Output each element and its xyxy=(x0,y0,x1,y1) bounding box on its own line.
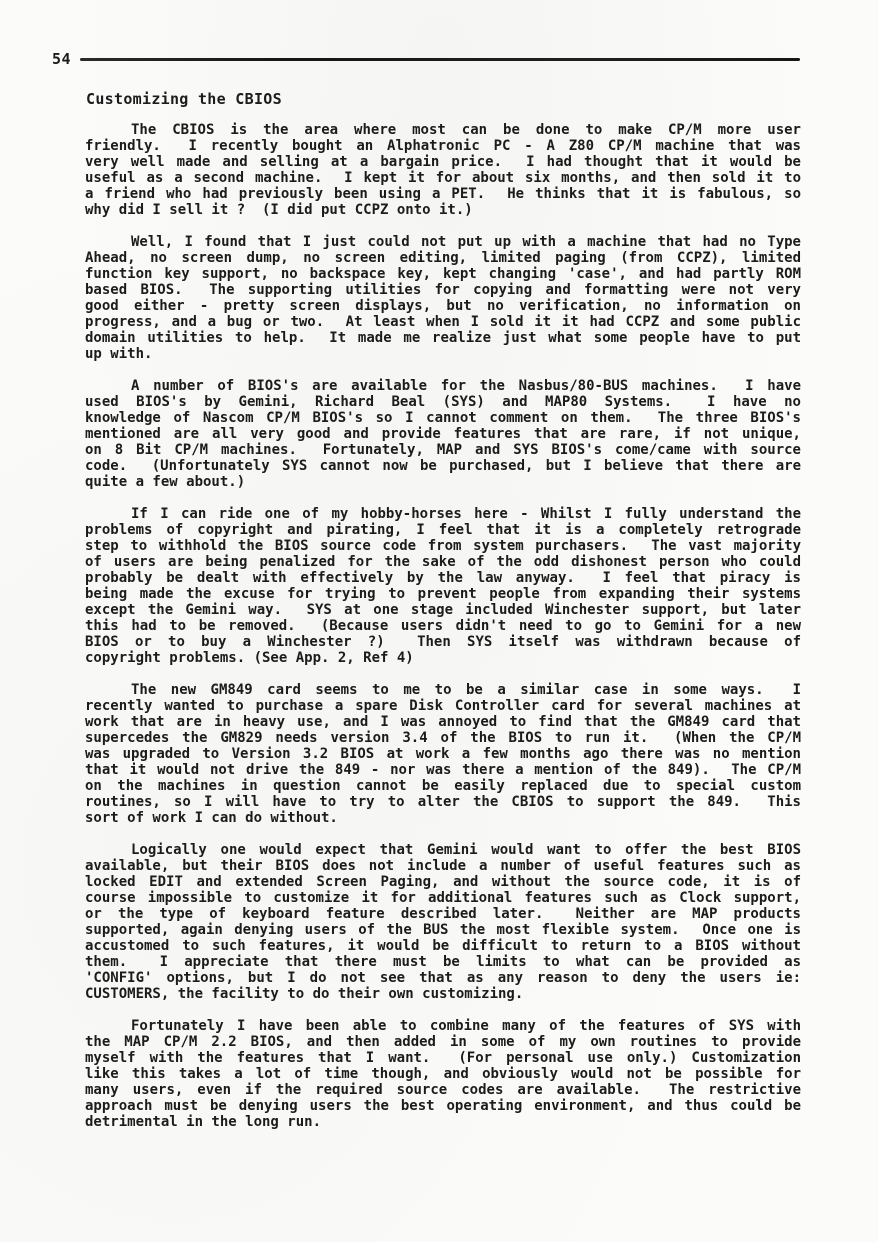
paragraph xyxy=(85,234,801,362)
text-line: supercedes the GM829 needs version 3.4 of the BIOS to run it. (When the CP/M xyxy=(85,730,801,746)
text-line: sort of work I can do without. xyxy=(85,810,338,826)
text-line: If I can ride one of my hobby-horses here - Whilst I fully understand the xyxy=(131,506,801,522)
article-body xyxy=(85,122,801,1146)
text-line: 'CONFIG' options, but I do not see that as any reason to deny the users ie: xyxy=(85,970,801,986)
text-line: on 8 Bit CP/M machines. Fortunately, MAP and SYS BIOS's come/came with source xyxy=(85,442,801,458)
paragraph xyxy=(85,1018,801,1130)
text-line: approach must be denying users the best operating environment, and thus could be xyxy=(85,1098,801,1114)
text-line: problems of copyright and pirating, I feel that it is a completely retrograde xyxy=(85,522,801,538)
text-line: copyright problems. (See App. 2, Ref 4) xyxy=(85,650,414,666)
text-line: probably be dealt with effectively by the law anyway. I feel that piracy is xyxy=(85,570,801,586)
text-line: Fortunately I have been able to combine many of the features of SYS with xyxy=(131,1018,801,1034)
text-line: The new GM849 card seems to me to be a similar case in some ways. I xyxy=(131,682,801,698)
text-line: supported, again denying users of the BUS the most flexible system. Once one is xyxy=(85,922,801,938)
text-line: function key support, no backspace key, kept changing 'case', and had partly ROM xyxy=(85,266,801,282)
text-line: progress, and a bug or two. At least when I sold it it had CCPZ and some public xyxy=(85,314,801,330)
text-line: based BIOS. The supporting utilities for copying and formatting were not very xyxy=(85,282,801,298)
text-line: step to withhold the BIOS source code from system purchasers. The vast majority xyxy=(85,538,801,554)
text-line: available, but their BIOS does not include a number of useful features such as xyxy=(85,858,801,874)
text-line: locked EDIT and extended Screen Paging, and without the source code, it is of xyxy=(85,874,801,890)
text-line: Well, I found that I just could not put up with a machine that had no Type xyxy=(131,234,801,250)
text-line: being made the excuse for trying to prevent people from expanding their systems xyxy=(85,586,801,602)
paragraph xyxy=(85,122,801,218)
text-line: like this takes a lot of time though, and obviously would not be possible for xyxy=(85,1066,801,1082)
header-rule xyxy=(80,58,800,61)
text-line: mentioned are all very good and provide features that are rare, if not unique, xyxy=(85,426,801,442)
text-line: a friend who had previously been using a PET. He thinks that it is fabulous, so xyxy=(85,186,801,202)
text-line: on the machines in question cannot be easily replaced due to special custom xyxy=(85,778,801,794)
text-line: them. I appreciate that there must be limits to what can be provided as xyxy=(85,954,801,970)
text-line: was upgraded to Version 3.2 BIOS at work a few months ago there was no mention xyxy=(85,746,801,762)
text-line: good either - pretty screen displays, but no verification, no information on xyxy=(85,298,801,314)
text-line: myself with the features that I want. (For personal use only.) Customization xyxy=(85,1050,801,1066)
text-line: this had to be removed. (Because users didn't need to go to Gemini for a new xyxy=(85,618,801,634)
text-line: or the type of keyboard feature described later. Neither are MAP products xyxy=(85,906,801,922)
paragraph xyxy=(85,506,801,666)
text-line: the MAP CP/M 2.2 BIOS, and then added in some of my own routines to provide xyxy=(85,1034,801,1050)
paragraph xyxy=(85,842,801,1002)
text-line: routines, so I will have to try to alter the CBIOS to support the 849. This xyxy=(85,794,801,810)
text-line: useful as a second machine. I kept it for about six months, and then sold it to xyxy=(85,170,801,186)
text-line: recently wanted to purchase a spare Disk Controller card for several machines at xyxy=(85,698,801,714)
text-line: knowledge of Nascom CP/M BIOS's so I cannot comment on them. The three BIOS's xyxy=(85,410,801,426)
text-line: why did I sell it ? (I did put CCPZ onto it.) xyxy=(85,202,473,218)
text-line: of users are being penalized for the sake of the odd dishonest person who could xyxy=(85,554,801,570)
text-line: code. (Unfortunately SYS cannot now be purchased, but I believe that there are xyxy=(85,458,801,474)
article-heading: Customizing the CBIOS xyxy=(86,90,282,108)
text-line: Ahead, no screen dump, no screen editing, limited paging (from CCPZ), limited xyxy=(85,250,801,266)
paragraph xyxy=(85,682,801,826)
text-line: domain utilities to help. It made me realize just what some people have to put xyxy=(85,330,801,346)
text-line: very well made and selling at a bargain price. I had thought that it would be xyxy=(85,154,801,170)
text-line: many users, even if the required source codes are available. The restrictive xyxy=(85,1082,801,1098)
text-line: Logically one would expect that Gemini would want to offer the best BIOS xyxy=(131,842,801,858)
page-header xyxy=(52,50,800,68)
text-line: detrimental in the long run. xyxy=(85,1114,322,1130)
text-line: A number of BIOS's are available for the Nasbus/80-BUS machines. I have xyxy=(131,378,801,394)
paragraph xyxy=(85,378,801,490)
text-line: up with. xyxy=(85,346,153,362)
text-line: except the Gemini way. SYS at one stage included Winchester support, but later xyxy=(85,602,801,618)
text-line: quite a few about.) xyxy=(85,474,246,490)
text-line: CUSTOMERS, the facility to do their own customizing. xyxy=(85,986,524,1002)
text-line: that it would not drive the 849 - nor was there a mention of the 849). The CP/M xyxy=(85,762,801,778)
text-line: used BIOS's by Gemini, Richard Beal (SYS) and MAP80 Systems. I have no xyxy=(85,394,801,410)
text-line: friendly. I recently bought an Alphatronic PC - A Z80 CP/M machine that was xyxy=(85,138,801,154)
text-line: accustomed to such features, it would be difficult to return to a BIOS without xyxy=(85,938,801,954)
page-number: 54 xyxy=(52,50,72,68)
text-line: The CBIOS is the area where most can be done to make CP/M more user xyxy=(131,122,801,138)
text-line: work that are in heavy use, and I was annoyed to find that the GM849 card that xyxy=(85,714,801,730)
text-line: course impossible to customize it for additional features such as Clock support, xyxy=(85,890,801,906)
text-line: BIOS or to buy a Winchester ?) Then SYS itself was withdrawn because of xyxy=(85,634,801,650)
